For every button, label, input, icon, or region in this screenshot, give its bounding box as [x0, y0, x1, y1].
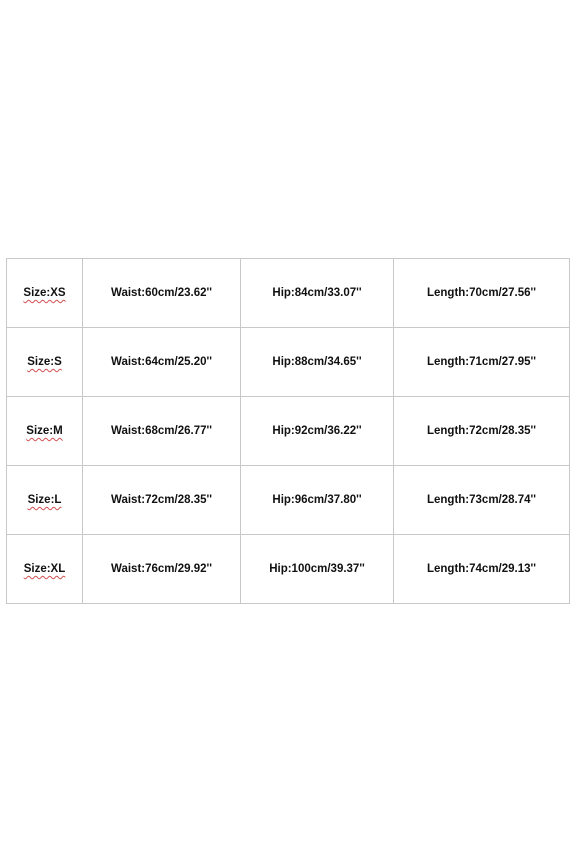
- waist-cell: Waist:60cm/23.62'': [83, 259, 241, 328]
- hip-cell: Hip:88cm/34.65'': [241, 328, 394, 397]
- size-label: Size:S: [27, 356, 62, 368]
- hip-cell: Hip:84cm/33.07'': [241, 259, 394, 328]
- waist-cell: Waist:64cm/25.20'': [83, 328, 241, 397]
- table-row: [7, 397, 570, 466]
- length-cell: Length:70cm/27.56'': [394, 259, 570, 328]
- size-label: Size:M: [26, 425, 63, 437]
- size-cell: [7, 397, 83, 466]
- size-chart-body: [7, 259, 570, 604]
- length-cell: Length:72cm/28.35'': [394, 397, 570, 466]
- size-cell: [7, 535, 83, 604]
- size-cell: [7, 466, 83, 535]
- length-cell: Length:74cm/29.13'': [394, 535, 570, 604]
- size-chart-table: [6, 258, 570, 604]
- table-row: [7, 259, 570, 328]
- waist-cell: Waist:72cm/28.35'': [83, 466, 241, 535]
- size-cell: [7, 328, 83, 397]
- hip-cell: Hip:96cm/37.80'': [241, 466, 394, 535]
- waist-cell: Waist:68cm/26.77'': [83, 397, 241, 466]
- size-label: Size:XL: [23, 563, 66, 575]
- size-cell: [7, 259, 83, 328]
- size-label: Size:L: [27, 494, 62, 506]
- hip-cell: Hip:92cm/36.22'': [241, 397, 394, 466]
- size-label: Size:XS: [23, 287, 66, 299]
- table-row: [7, 535, 570, 604]
- length-cell: Length:73cm/28.74'': [394, 466, 570, 535]
- length-cell: Length:71cm/27.95'': [394, 328, 570, 397]
- table-row: [7, 466, 570, 535]
- table-row: [7, 328, 570, 397]
- waist-cell: Waist:76cm/29.92'': [83, 535, 241, 604]
- hip-cell: Hip:100cm/39.37'': [241, 535, 394, 604]
